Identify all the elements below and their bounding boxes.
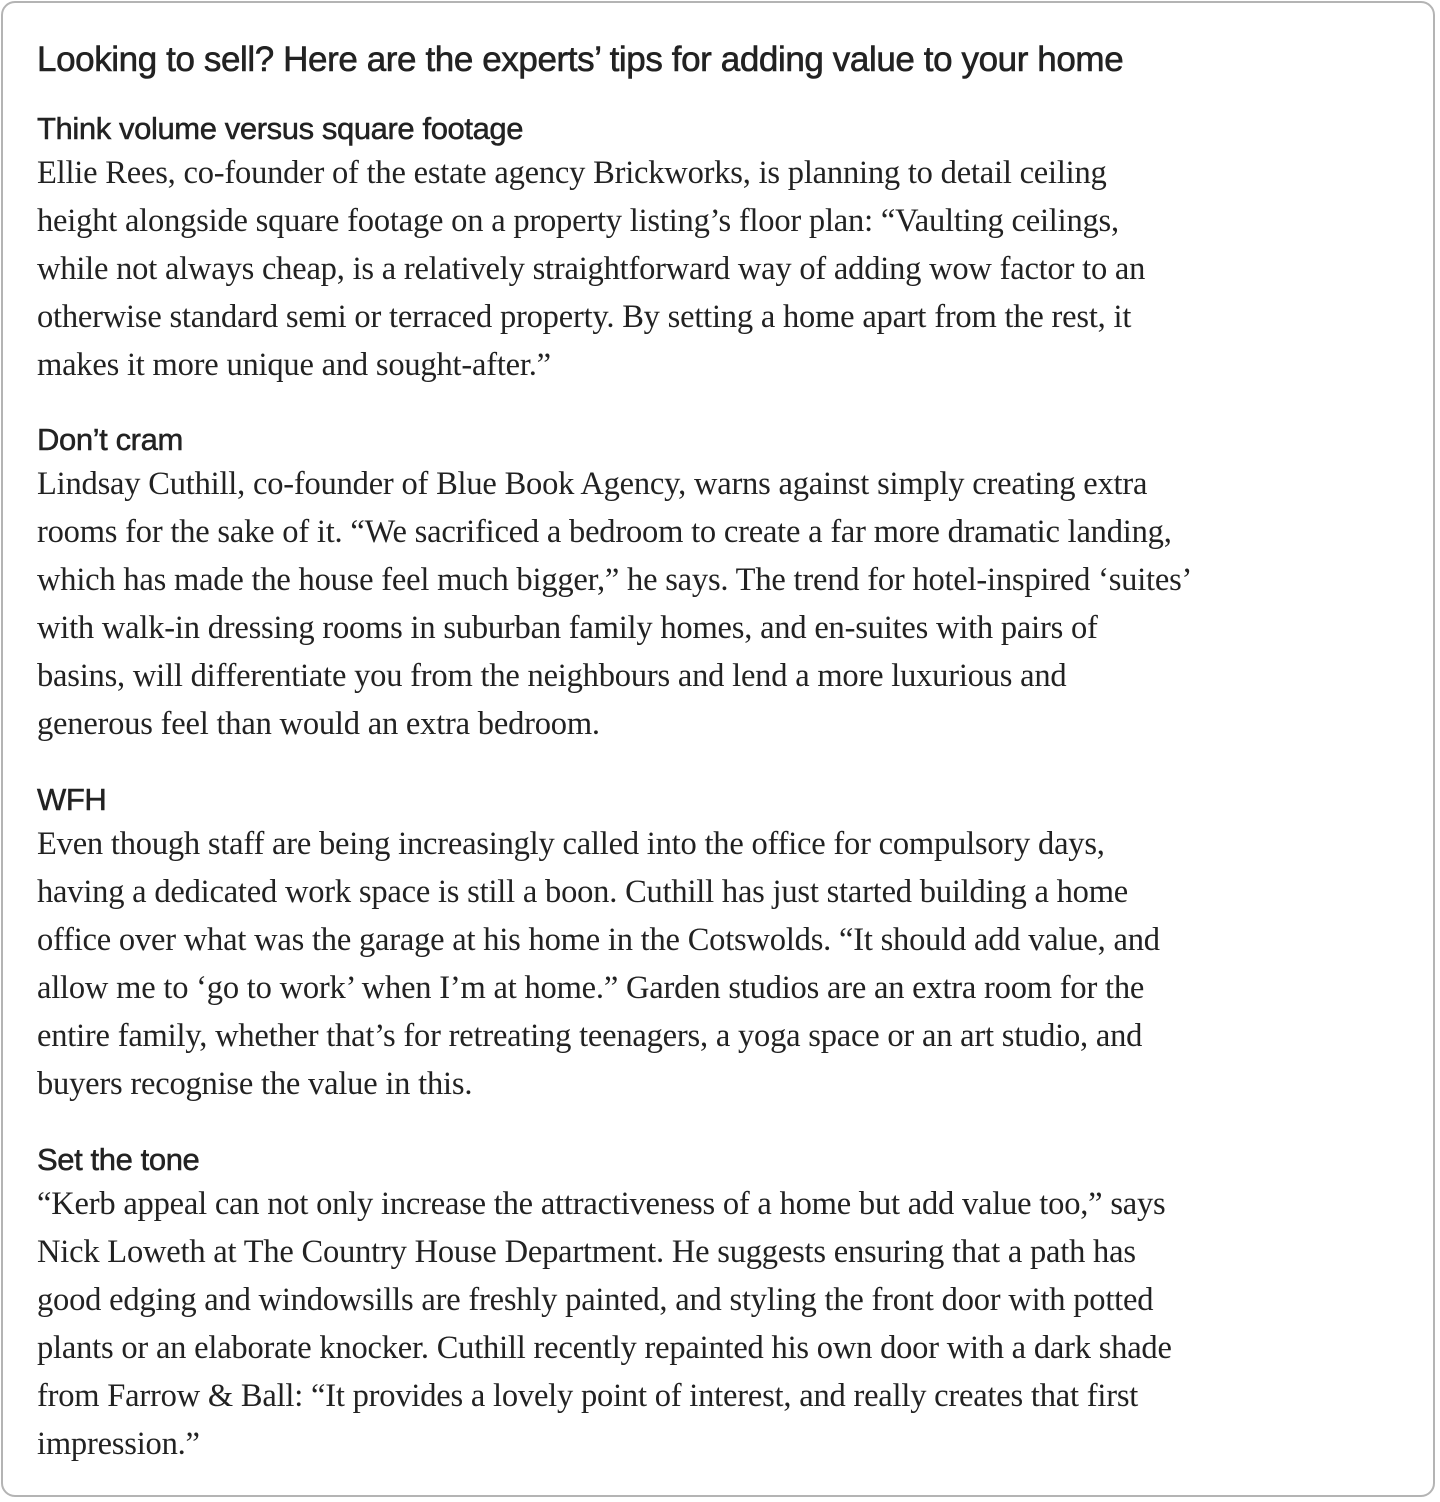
body-line: having a dedicated work space is still a boon. Cuthill has just started building a home — [37, 874, 1128, 910]
body-line: impression.” — [37, 1426, 200, 1462]
article-card — [1, 1, 1435, 1497]
section-heading: WFH — [37, 782, 107, 817]
body-line: plants or an elaborate knocker. Cuthill recently repainted his own door with a dark shade — [37, 1330, 1172, 1366]
body-line: with walk-in dressing rooms in suburban family homes, and en-suites with pairs of — [37, 610, 1098, 646]
body-line: from Farrow & Ball: “It provides a lovely point of interest, and really creates that first — [37, 1378, 1139, 1414]
section-body — [37, 149, 1427, 389]
body-line: Ellie Rees, co-founder of the estate agency Brickworks, is planning to detail ceiling — [37, 155, 1107, 191]
section-dont-cram — [37, 420, 1427, 748]
body-line: Lindsay Cuthill, co-founder of Blue Book Agency, warns against simply creating extra — [37, 466, 1148, 502]
body-line: which has made the house feel much bigger,” he says. The trend for hotel-inspired ‘suites’ — [37, 562, 1193, 598]
body-line: good edging and windowsills are freshly painted, and styling the front door with potted — [37, 1282, 1154, 1318]
article-title: Looking to sell? Here are the experts’ tips for adding value to your home — [37, 40, 1124, 79]
body-line: otherwise standard semi or terraced property. By setting a home apart from the rest, it — [37, 299, 1132, 335]
body-line: “Kerb appeal can not only increase the attractiveness of a home but add value too,” says — [37, 1186, 1166, 1222]
section-body — [37, 820, 1427, 1108]
body-line: makes it more unique and sought-after.” — [37, 347, 551, 383]
body-line: Nick Loweth at The Country House Department. He suggests ensuring that a path has — [37, 1234, 1136, 1270]
body-line: allow me to ‘go to work’ when I’m at home.” Garden studios are an extra room for the — [37, 970, 1145, 1006]
section-heading: Set the tone — [37, 1142, 200, 1177]
section-body — [37, 460, 1427, 748]
body-line: Even though staff are being increasingly called into the office for compulsory days, — [37, 826, 1105, 862]
body-line: office over what was the garage at his home in the Cotswolds. “It should add value, and — [37, 922, 1160, 958]
section-body — [37, 1180, 1427, 1468]
body-line: basins, will differentiate you from the neighbours and lend a more luxurious and — [37, 658, 1067, 694]
body-line: entire family, whether that’s for retreating teenagers, a yoga space or an art studio, and — [37, 1018, 1143, 1054]
body-line: generous feel than would an extra bedroom. — [37, 706, 600, 742]
section-wfh — [37, 780, 1427, 1108]
section-heading: Think volume versus square footage — [37, 111, 524, 146]
body-line: while not always cheap, is a relatively straightforward way of adding wow factor to an — [37, 251, 1146, 287]
body-line: buyers recognise the value in this. — [37, 1066, 473, 1102]
section-think-volume — [37, 109, 1427, 389]
section-set-the-tone — [37, 1140, 1427, 1468]
body-line: rooms for the sake of it. “We sacrificed a bedroom to create a far more dramatic landing, — [37, 514, 1172, 550]
body-line: height alongside square footage on a property listing’s floor plan: “Vaulting ceilings, — [37, 203, 1119, 239]
section-heading: Don’t cram — [37, 422, 183, 457]
